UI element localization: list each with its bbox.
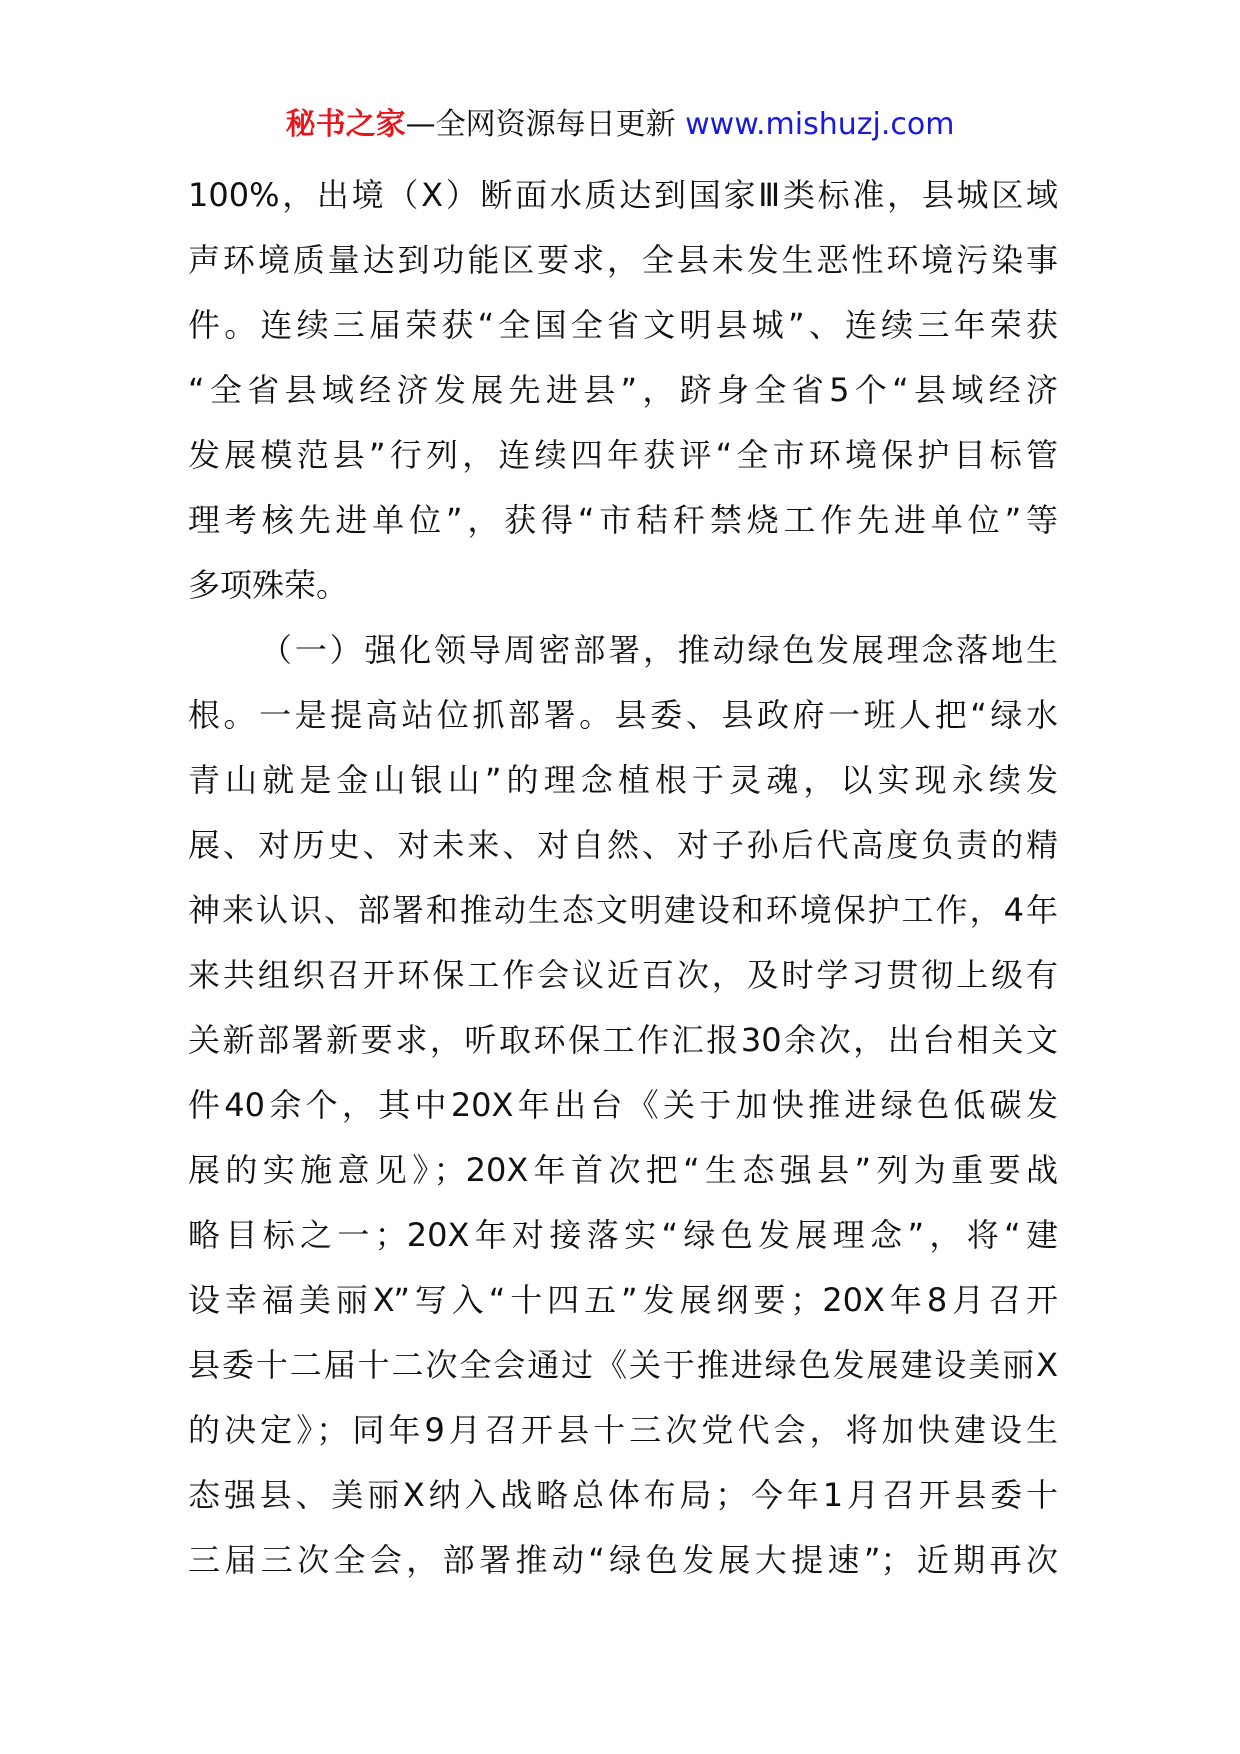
text-line: 件40余个，其中20X年出台《关于加快推进绿色低碳发 [188, 1086, 1058, 1124]
text-line: 展、对历史、对未来、对自然、对子孙后代高度负责的精 [188, 826, 1058, 864]
section-heading-line: （一）强化领导周密部署，推动绿色发展理念落地生 [260, 631, 1058, 669]
text-line: 县委十二届十二次全会通过《关于推进绿色发展建设美丽X [188, 1346, 1058, 1384]
text-line: 态强县、美丽X纳入战略总体布局；今年1月召开县委十 [188, 1476, 1058, 1514]
header-tagline: —全网资源每日更新 [405, 107, 676, 142]
text-line: 的决定》；同年9月召开县十三次党代会，将加快建设生 [188, 1411, 1058, 1449]
site-url-link[interactable]: www.mishuzj.com [685, 107, 955, 142]
text-line: 略目标之一；20X年对接落实“绿色发展理念”，将“建 [188, 1216, 1058, 1254]
text-line: 发展模范县”行列，连续四年获评“全市环境保护目标管 [188, 436, 1058, 474]
text-line: 关新部署新要求，听取环保工作汇报30余次，出台相关文 [188, 1021, 1058, 1059]
text-line: 件。连续三届荣获“全国全省文明县城”、连续三年荣获 [188, 306, 1058, 344]
text-line: 设幸福美丽X”写入“十四五”发展纲要；20X年8月召开 [188, 1281, 1058, 1319]
text-line: 来共组织召开环保工作会议近百次，及时学习贯彻上级有 [188, 956, 1058, 994]
text-line: 神来认识、部署和推动生态文明建设和环境保护工作，4年 [188, 891, 1058, 929]
text-line: 100%，出境（X）断面水质达到国家Ⅲ类标准，县城区域 [188, 176, 1058, 214]
text-line: 展的实施意见》；20X年首次把“生态强县”列为重要战 [188, 1151, 1058, 1189]
text-line: 多项殊荣。 [188, 566, 349, 604]
text-line: 声环境质量达到功能区要求，全县未发生恶性环境污染事 [188, 241, 1058, 279]
brand-name: 秘书之家 [285, 107, 406, 142]
text-line: 理考核先进单位”，获得“市秸秆禁烧工作先进单位”等 [188, 501, 1058, 539]
page-header [0, 100, 1240, 150]
text-line: “全省县域经济发展先进县”，跻身全省5个“县域经济 [188, 371, 1058, 409]
text-line: 根。一是提高站位抓部署。县委、县政府一班人把“绿水 [188, 696, 1058, 734]
text-line: 青山就是金山银山”的理念植根于灵魂，以实现永续发 [188, 761, 1058, 799]
text-line: 三届三次全会，部署推动“绿色发展大提速”；近期再次 [188, 1541, 1058, 1579]
document-body [188, 163, 1058, 1593]
